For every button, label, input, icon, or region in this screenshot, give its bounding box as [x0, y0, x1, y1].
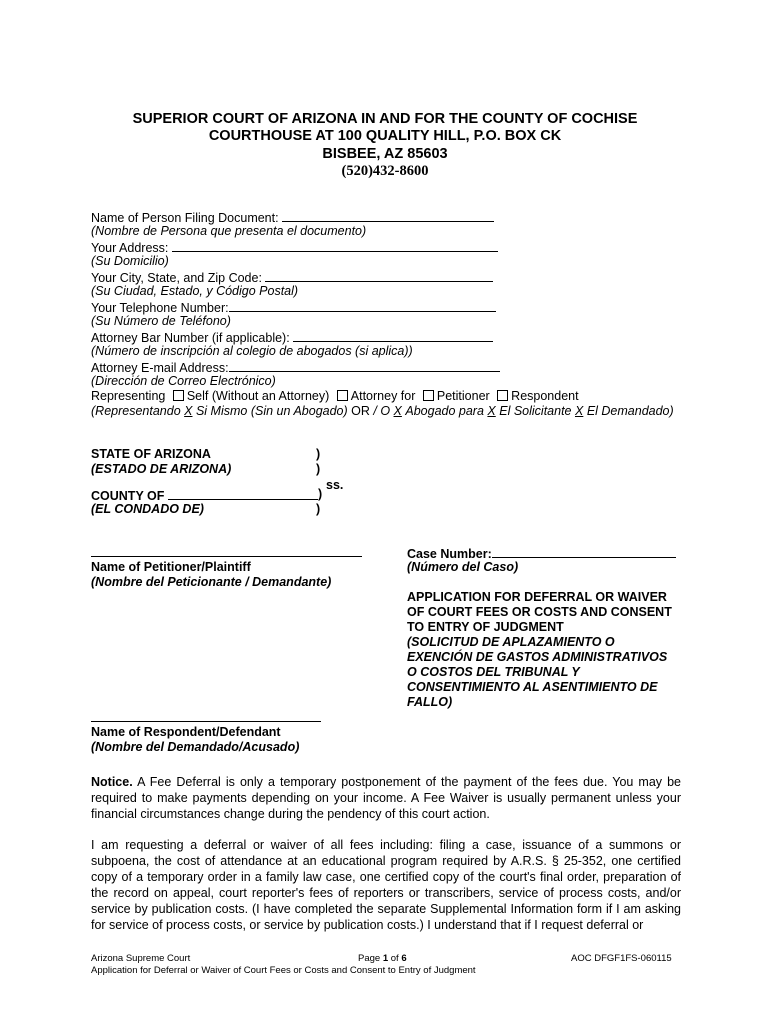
filer-name-label: Name of Person Filing Document: [91, 211, 279, 225]
court-city: BISBEE, AZ 85603 [322, 146, 448, 162]
footer-page-number [358, 953, 407, 965]
notice-paragraph [91, 774, 681, 822]
representing-row-es [91, 404, 674, 419]
case-number-label: Case Number: [407, 547, 492, 561]
petitioner-name-field[interactable] [91, 556, 362, 557]
address-label-es: (Su Domicilio) [91, 254, 169, 268]
self-option-es: Si Mismo (Sin un Abogado) [195, 404, 348, 418]
petitioner-label: Name of Petitioner/Plaintiff [91, 560, 251, 574]
form-title-line-3: TO ENTRY OF JUDGMENT [407, 620, 564, 634]
case-number-label-es: (Número del Caso) [407, 560, 519, 574]
caption-paren-4: ) [316, 502, 321, 516]
state-label: STATE OF ARIZONA [91, 447, 211, 461]
self-mark-es: X [184, 404, 193, 418]
address-field[interactable] [172, 239, 498, 252]
city-field[interactable] [265, 269, 493, 282]
email-label: Attorney E-mail Address: [91, 361, 229, 375]
caption-paren-2: ) [316, 462, 321, 476]
court-phone: (520)432-8600 [341, 163, 429, 179]
representing-row [91, 389, 579, 404]
form-title-es-line-1: (SOLICITUD DE APLAZAMIENTO O [407, 635, 615, 649]
footer-form-code: AOC DFGF1FS-060115 [571, 953, 672, 964]
petitioner-option-es: El Solicitante [499, 404, 572, 418]
footer-form-title: Application for Deferral or Waiver of Court Fees or Costs and Consent to Entry of Judgment [91, 965, 476, 976]
footer-page-total: 6 [401, 953, 407, 964]
petitioner-option-label: Petitioner [436, 389, 490, 403]
county-field[interactable] [168, 487, 318, 500]
case-number-field[interactable] [492, 545, 676, 558]
respondent-checkbox[interactable] [497, 390, 508, 401]
attorney-mark-es: X [393, 404, 402, 418]
state-label-es: (ESTADO DE ARIZONA) [91, 462, 232, 476]
phone-label: Your Telephone Number: [91, 301, 229, 315]
footer-page-current: 1 [382, 953, 389, 964]
respondent-name-field[interactable] [91, 721, 321, 722]
self-checkbox[interactable] [173, 390, 184, 401]
bar-label: Attorney Bar Number (if applicable): [91, 331, 290, 345]
petitioner-label-es: (Nombre del Peticionante / Demandante) [91, 575, 332, 589]
city-label: Your City, State, and Zip Code: [91, 271, 262, 285]
phone-field[interactable] [229, 299, 496, 312]
attorney-checkbox[interactable] [337, 390, 348, 401]
county-label: COUNTY OF [91, 489, 165, 503]
request-paragraph: I am requesting a deferral or waiver of all fees including: filing a case, issuance of a summons or subpoena, the cost of attendance at an educational program required by A.R.S. § 25-352, one certified copy of a temporary order in a family law case, one certified copy of the court's final order, preparation of the record on appeal, court reporter's fees of reporters or transcribers, service of process costs, and/or service by publication costs. (I have completed the separate Supplemental Information form if I am asking for service of process costs, or service by publication costs.) I understand that if I request deferral or [91, 838, 681, 932]
county-label-es: (EL CONDADO DE) [91, 502, 204, 516]
respondent-label-es: (Nombre del Demandado/Acusado) [91, 740, 300, 754]
form-title-es-line-4: CONSENTIMIENTO AL ASENTIMIENTO DE [407, 680, 658, 694]
notice-text: A Fee Deferral is only a temporary postponement of the payment of the fees due. You may be required to make payments depending on your income. A Fee Waiver is usually permanent unless your financial circumstances change during the pendency of this court action. [91, 775, 681, 821]
court-name: SUPERIOR COURT OF ARIZONA IN AND FOR THE COUNTY OF COCHISE [132, 111, 638, 127]
respondent-label: Name of Respondent/Defendant [91, 725, 281, 739]
form-title-es-line-5: FALLO) [407, 695, 453, 709]
form-title-line-2: OF COURT FEES OR COSTS AND CONSENT [407, 605, 672, 619]
filer-name-label-es: (Nombre de Persona que presenta el documento) [91, 224, 367, 238]
self-option-label: Self (Without an Attorney) [186, 389, 330, 403]
notice-label: Notice. [91, 775, 133, 789]
form-title-es-line-2: EXENCIÓN DE GASTOS ADMINISTRATIVOS [407, 650, 668, 664]
petitioner-checkbox[interactable] [423, 390, 434, 401]
city-label-es: (Su Ciudad, Estado, y Código Postal) [91, 284, 299, 298]
attorney-option-es: Abogado para [405, 404, 484, 418]
representing-es-prefix: (Representando [91, 404, 181, 418]
bar-field[interactable] [293, 329, 493, 342]
filer-name-field[interactable] [282, 209, 494, 222]
footer-page-word: Page [358, 953, 381, 964]
respondent-option-label: Respondent [511, 389, 579, 403]
respondent-mark-es: X [574, 404, 584, 418]
caption-paren-3: ) [318, 487, 323, 501]
caption-paren-1: ) [316, 447, 321, 461]
petitioner-mark-es: X [487, 404, 496, 418]
address-label: Your Address: [91, 241, 169, 255]
or-text: OR [351, 404, 370, 418]
form-title-line-1: APPLICATION FOR DEFERRAL OR WAIVER [407, 590, 667, 604]
respondent-option-es: El Demandado) [586, 404, 674, 418]
representing-label: Representing [91, 389, 166, 403]
footer-court: Arizona Supreme Court [91, 953, 191, 964]
form-title-es-line-3: O COSTOS DEL TRIBUNAL Y [407, 665, 580, 679]
attorney-option-label: Attorney for [350, 389, 416, 403]
email-label-es: (Dirección de Correo Electrónico) [91, 374, 276, 388]
or-text-es: / O [373, 404, 391, 418]
email-field[interactable] [229, 359, 500, 372]
ss-mark: ss. [326, 478, 344, 492]
footer-of-word: of [390, 953, 399, 964]
court-address: COURTHOUSE AT 100 QUALITY HILL, P.O. BOX CK [208, 128, 562, 144]
bar-label-es: (Número de inscripción al colegio de abogados (si aplica)) [91, 344, 413, 358]
phone-label-es: (Su Número de Teléfono) [91, 314, 231, 328]
